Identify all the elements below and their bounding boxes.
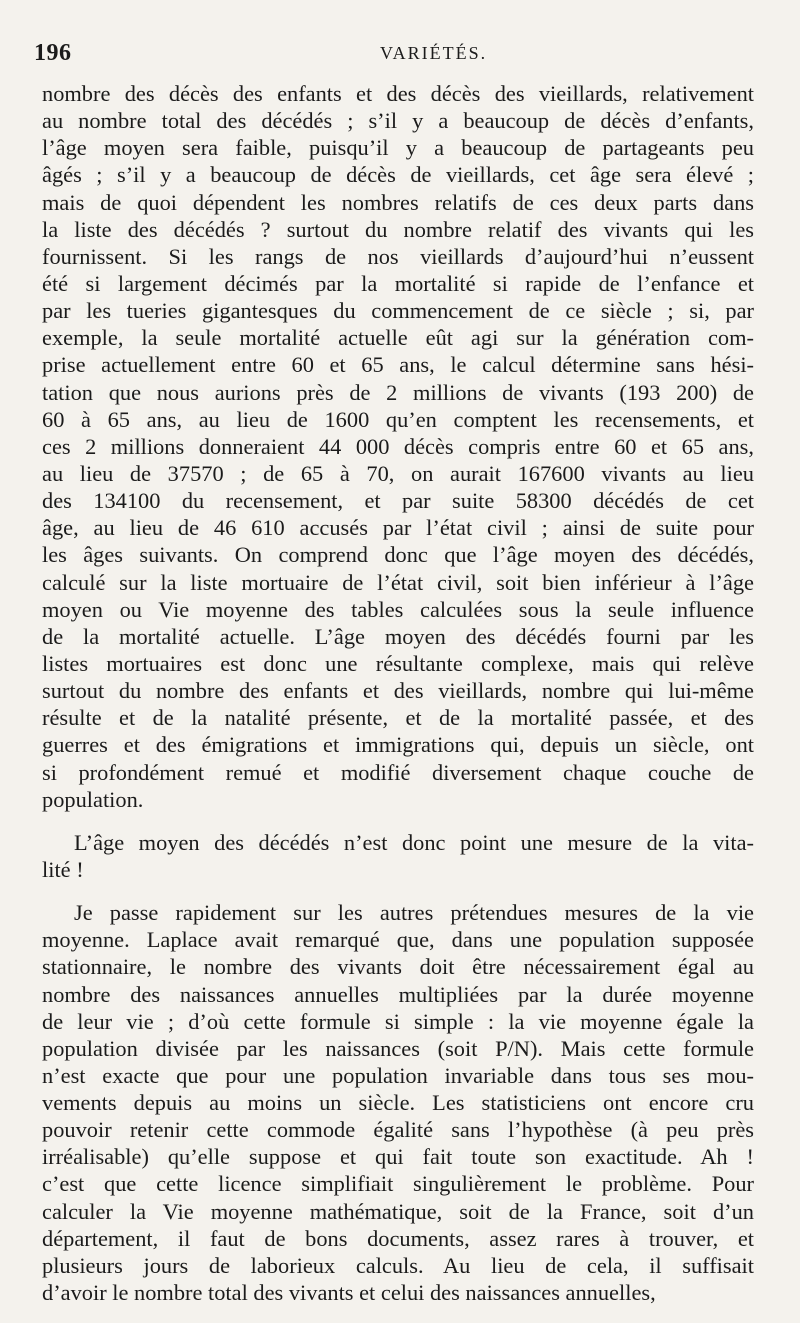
body-text — [42, 80, 754, 1306]
text-line: L’âge moyen des décédés n’est donc point une mesure de la vita- — [74, 829, 754, 855]
page-number: 196 — [34, 40, 72, 66]
text-line: tation que nous aurions près de 2 millions de vivants (193 200) de — [42, 379, 754, 405]
text-line: pouvoir retenir cette commode égalité sans l’hypothèse (à peu près — [42, 1117, 754, 1143]
text-line: vements depuis au moins un siècle. Les statisticiens ont encore cru — [42, 1090, 754, 1116]
text-line: de la mortalité actuelle. L’âge moyen des décédés fourni par les — [42, 623, 754, 649]
paragraph — [42, 829, 754, 883]
text-line: Je passe rapidement sur les autres prétendues mesures de la vie — [74, 900, 754, 926]
text-line: ces 2 millions donneraient 44 000 décès compris entre 60 et 65 ans, — [42, 433, 754, 459]
text-line: résulte et de la natalité présente, et de la mortalité passée, et des — [42, 705, 754, 731]
text-line: population divisée par les naissances (soit P/N). Mais cette formule — [42, 1035, 754, 1061]
text-line: la liste des décédés ? surtout du nombre relatif des vivants qui les — [42, 216, 754, 242]
text-line: mais de quoi dépendent les nombres relatifs de ces deux parts dans — [42, 189, 754, 215]
text-line: âge, au lieu de 46 610 accusés par l’état civil ; ainsi de suite pour — [42, 515, 754, 541]
text-line: calculé sur la liste mortuaire de l’état civil, soit bien inférieur à l’âge — [42, 569, 754, 595]
text-line: listes mortuaires est donc une résultante complexe, mais qui relève — [42, 650, 754, 676]
text-line: exemple, la seule mortalité actuelle eût agi sur la génération com- — [42, 325, 754, 351]
text-line: l’âge moyen sera faible, puisqu’il y a beaucoup de partageants peu — [42, 135, 754, 161]
text-line: stationnaire, le nombre des vivants doit être nécessairement égal au — [42, 954, 754, 980]
text-line: par les tueries gigantesques du commencement de ce siècle ; si, par — [42, 298, 754, 324]
text-line: calculer la Vie moyenne mathématique, soit de la France, soit d’un — [42, 1198, 754, 1224]
text-line: de leur vie ; d’où cette formule si simple : la vie moyenne égale la — [42, 1008, 754, 1034]
paragraph — [42, 899, 754, 1306]
text-line: fournissent. Si les rangs de nos vieillards d’aujourd’hui n’eussent — [42, 243, 754, 269]
text-line: les âges suivants. On comprend donc que l’âge moyen des décédés, — [42, 542, 754, 568]
text-line: moyen ou Vie moyenne des tables calculées sous la seule influence — [42, 596, 754, 622]
text-line: des 134100 du recensement, et par suite 58300 décédés de cet — [42, 488, 754, 514]
paragraph — [42, 80, 754, 813]
text-line: irréalisable) qu’elle suppose et qui fait toute son exactitude. Ah ! — [42, 1144, 754, 1170]
text-line: au nombre total des décédés ; s’il y a beaucoup de décès d’enfants, — [42, 108, 754, 134]
text-line: si profondément remué et modifié diversement chaque couche de — [42, 759, 754, 785]
text-line: été si largement décimés par la mortalité si rapide de l’enfance et — [42, 270, 754, 296]
text-line: nombre des décès des enfants et des décès des vieillards, relativement — [42, 81, 754, 106]
text-line: n’est exacte que pour une population invariable dans tous ses mou- — [42, 1062, 754, 1088]
running-head — [34, 40, 770, 70]
text-line: plusieurs jours de laborieux calculs. Au lieu de cela, il suffisait — [42, 1252, 754, 1278]
text-line: d’avoir le nombre total des vivants et celui des naissances annuelles, — [42, 1280, 656, 1306]
text-line: au lieu de 37570 ; de 65 à 70, on aurait 167600 vivants au lieu — [42, 460, 754, 486]
text-line: prise actuellement entre 60 et 65 ans, le calcul détermine sans hési- — [42, 352, 754, 378]
text-line: population. — [42, 786, 144, 812]
text-line: nombre des naissances annuelles multipliées par la durée moyenne — [42, 981, 754, 1007]
text-line: lité ! — [42, 856, 84, 882]
running-title: VARIÉTÉS. — [380, 43, 488, 63]
text-line: c’est que cette licence simplifiait singulièrement le problème. Pour — [42, 1171, 754, 1197]
text-line: 60 à 65 ans, au lieu de 1600 qu’en comptent les recensements, et — [42, 406, 754, 432]
text-line: guerres et des émigrations et immigrations qui, depuis un siècle, ont — [42, 732, 754, 758]
text-line: surtout du nombre des enfants et des vieillards, nombre qui lui-même — [42, 678, 754, 704]
text-line: département, il faut de bons documents, assez rares à trouver, et — [42, 1225, 754, 1251]
text-line: âgés ; s’il y a beaucoup de décès de vieillards, cet âge sera élevé ; — [42, 162, 754, 188]
text-line: moyenne. Laplace avait remarqué que, dans une population supposée — [42, 927, 754, 953]
